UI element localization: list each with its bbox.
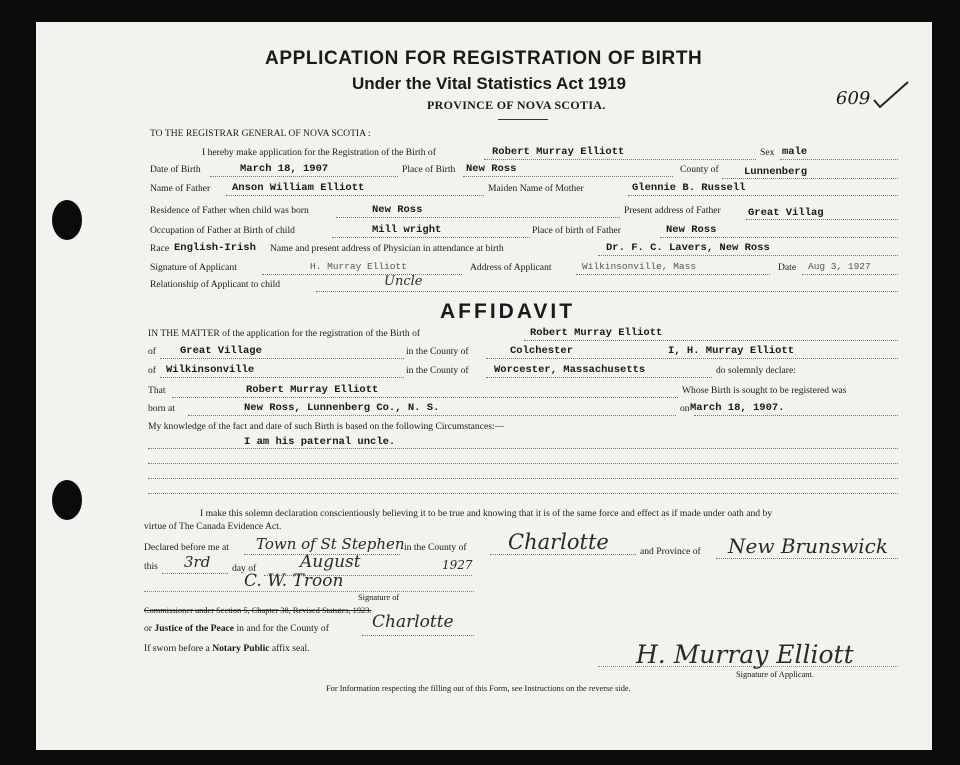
this-label: this — [144, 561, 158, 572]
intro-label: I hereby make application for the Registration of the Birth of — [202, 147, 436, 158]
commissioner-signature: C. W. Troon — [244, 571, 344, 591]
justice-prefix: or — [144, 623, 152, 634]
res-father-value: New Ross — [372, 204, 423, 216]
solemn-declaration-2: virtue of The Canada Evidence Act. — [144, 521, 282, 532]
justice-line — [144, 623, 329, 634]
form-subtitle: Under the Vital Statistics Act 1919 — [352, 74, 626, 93]
on-date-value: March 18, 1907. — [690, 402, 785, 414]
county-of-label-3: in the County of — [404, 542, 467, 553]
father-pob-value: New Ross — [666, 224, 717, 236]
justice-rest: in and for the County of — [236, 623, 329, 634]
notary-prefix: If sworn before a — [144, 643, 210, 654]
addr-app-label: Address of Applicant — [470, 262, 552, 273]
punch-hole — [52, 200, 82, 240]
title-divider — [498, 119, 548, 120]
relationship-value: Uncle — [384, 274, 423, 289]
occupation-value: Mill wright — [372, 224, 442, 236]
county-of-label-2: in the County of — [406, 365, 469, 376]
mother-label: Maiden Name of Mother — [488, 183, 584, 194]
month-value: August — [300, 552, 361, 572]
of-label: of — [148, 346, 156, 357]
province-value: New Brunswick — [728, 534, 888, 558]
sig-value: H. Murray Elliott — [310, 261, 407, 272]
date-value: Aug 3, 1927 — [808, 261, 871, 272]
declarant-name: I, H. Murray Elliott — [668, 345, 795, 357]
punch-hole — [52, 480, 82, 520]
physician-label: Name and present address of Physician in attendance at birth — [270, 243, 504, 254]
pob-value: New Ross — [466, 163, 517, 175]
circumstance-value: I am his paternal uncle. — [244, 436, 396, 448]
notary-line — [144, 643, 310, 654]
affidavit-title: AFFIDAVIT — [440, 300, 576, 323]
day-value: 3rd — [184, 553, 211, 571]
county-label: County of — [680, 164, 719, 175]
present-addr-label: Present address of Father — [624, 205, 721, 216]
race-label: Race — [150, 243, 170, 254]
knowledge-label: My knowledge of the fact and date of such Birth is based on the following Circumstances:— — [148, 421, 505, 432]
commissioner-label: Commissioner under Section 5, Chapter 38, Revised Statutes, 1923. — [144, 606, 372, 615]
declared-label: Declared before me at — [144, 542, 229, 553]
notary-rest: affix seal. — [271, 643, 310, 654]
addr-app-value: Wilkinsonville, Mass — [582, 261, 697, 272]
mother-value: Glennie B. Russell — [632, 182, 746, 194]
on-label: on — [680, 403, 690, 414]
father-value: Anson William Elliott — [232, 182, 365, 194]
sex-label: Sex — [760, 147, 775, 158]
province-label: and Province of — [640, 546, 701, 557]
declared-place-value: Town of St Stephen — [256, 535, 405, 553]
applicant-signature: H. Murray Elliott — [636, 640, 854, 669]
justice-bold: Justice of the Peace — [154, 623, 235, 634]
that-name: Robert Murray Elliott — [246, 384, 379, 396]
race-value: English-Irish — [174, 242, 256, 254]
of-label-2: of — [148, 365, 156, 376]
footer-note: For Information respecting the filling out of this Form, see Instructions on the reverse side. — [326, 684, 631, 693]
affidavit-county-2: Worcester, Massachusetts — [494, 364, 646, 376]
father-label: Name of Father — [150, 183, 211, 194]
that-label: That — [148, 385, 166, 396]
county-of-value: Charlotte — [508, 530, 609, 554]
county-of-label: in the County of — [406, 346, 469, 357]
year-value: 1927 — [442, 558, 473, 572]
declare-label: do solemnly declare: — [716, 365, 796, 376]
affidavit-county: Colchester — [510, 345, 574, 357]
signature-of-label: Signature of — [358, 593, 400, 602]
born-at-value: New Ross, Lunnenberg Co., N. S. — [244, 402, 440, 414]
relationship-label: Relationship of Applicant to child — [150, 279, 281, 290]
notary-bold: Notary Public — [212, 643, 270, 654]
whose-birth-label: Whose Birth is sought to be registered was — [682, 385, 847, 396]
solemn-declaration-1: I make this solemn declaration conscientiously believing it to be true and knowing that it is of the same force and effect as if made under oath and by — [200, 508, 773, 519]
addressee: TO THE REGISTRAR GENERAL OF NOVA SCOTIA : — [150, 128, 371, 139]
date-label: Date — [778, 262, 797, 273]
sig-label: Signature of Applicant — [150, 262, 237, 273]
child-name-value: Robert Murray Elliott — [492, 146, 625, 158]
dob-label: Date of Birth — [150, 164, 201, 175]
physician-value: Dr. F. C. Lavers, New Ross — [606, 242, 770, 254]
day-of-label: day of — [232, 563, 257, 574]
county-value: Lunnenberg — [744, 166, 808, 178]
justice-county-value: Charlotte — [372, 612, 454, 632]
form-number: 609 — [836, 88, 871, 109]
born-at-label: born at — [148, 403, 175, 414]
affidavit-matter: IN THE MATTER of the application for the registration of the Birth of — [148, 328, 421, 339]
present-addr-value: Great Villag — [748, 207, 824, 219]
of-place: Great Village — [180, 345, 262, 357]
check-mark-icon — [872, 80, 912, 110]
form-title: APPLICATION FOR REGISTRATION OF BIRTH — [265, 48, 703, 69]
affidavit-child: Robert Murray Elliott — [530, 327, 663, 339]
sex-value: male — [782, 146, 808, 158]
res-father-label: Residence of Father when child was born — [150, 205, 309, 216]
father-pob-label: Place of birth of Father — [532, 225, 621, 236]
of-place-2: Wilkinsonville — [166, 364, 255, 376]
pob-label: Place of Birth — [402, 164, 456, 175]
dob-value: March 18, 1907 — [240, 163, 329, 175]
province-heading: PROVINCE OF NOVA SCOTIA. — [427, 98, 606, 112]
occupation-label: Occupation of Father at Birth of child — [150, 225, 295, 236]
signature-of-applicant-label: Signature of Applicant. — [736, 670, 814, 679]
